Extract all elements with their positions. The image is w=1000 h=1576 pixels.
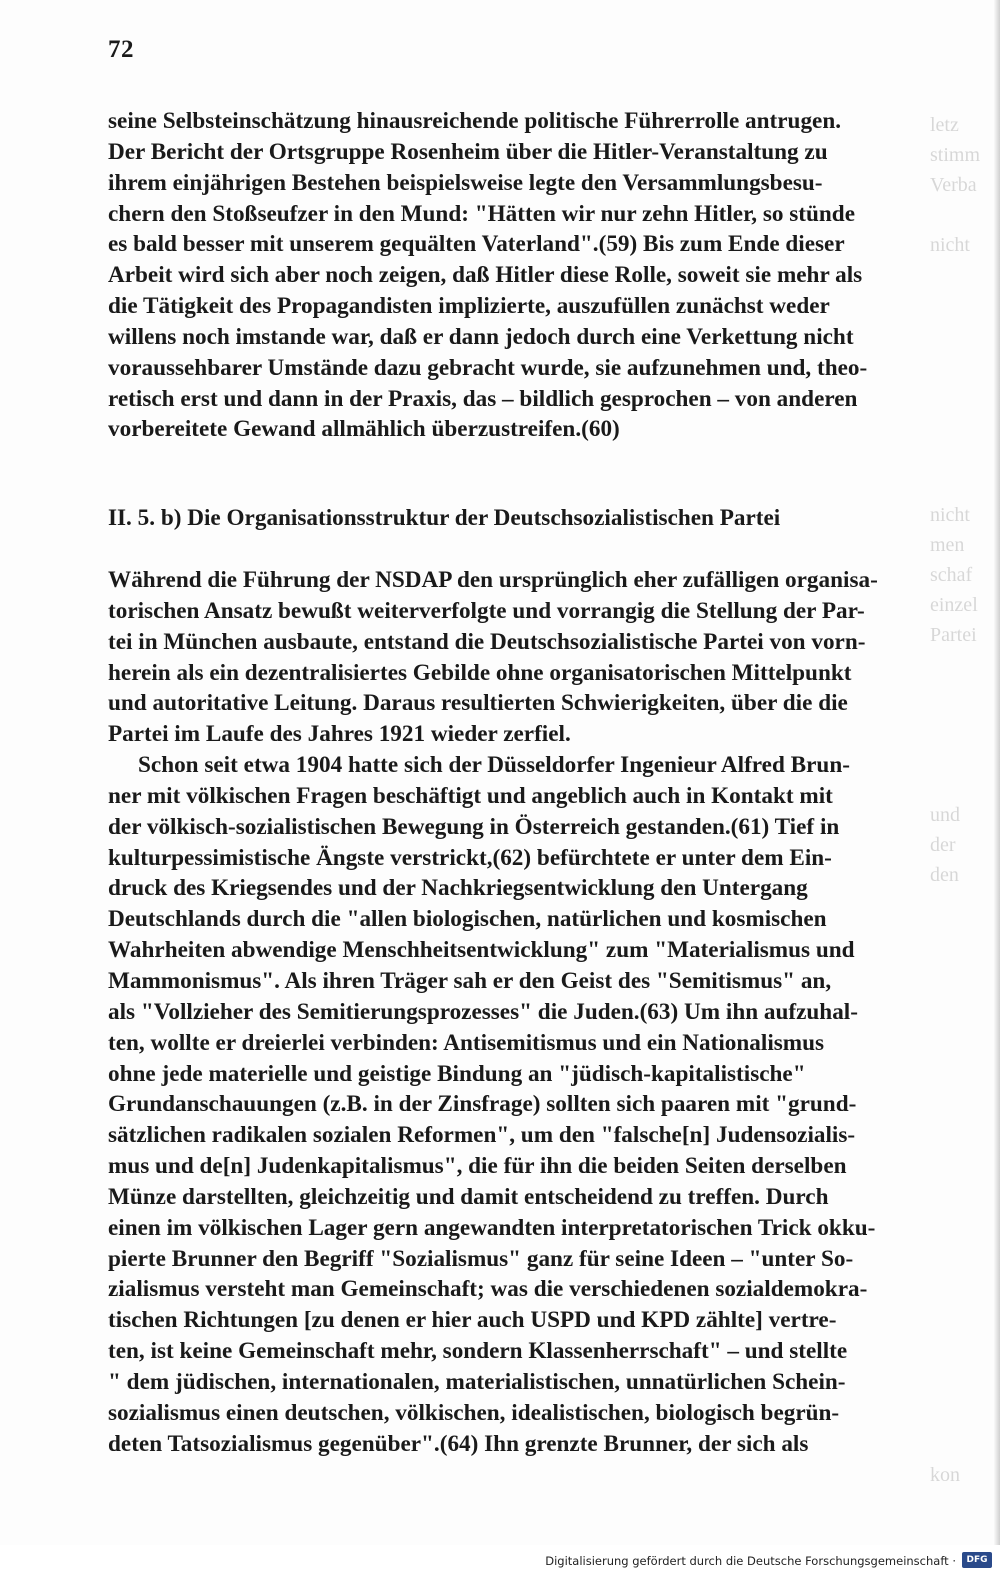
text-line: willens noch imstande war, daß er dann jedoch durch eine Verkettung nicht	[108, 323, 854, 350]
text-line: Während die Führung der NSDAP den ursprünglich eher zufälligen organisa-	[108, 567, 878, 593]
text-line: voraussehbarer Umstände dazu gebracht wurde, sie aufzunehmen und, theo-	[108, 354, 868, 381]
bleed-through-line	[930, 1400, 1000, 1430]
bleed-through-line	[930, 1190, 1000, 1220]
bleed-through-line	[930, 680, 1000, 710]
bleed-through-line	[930, 1010, 1000, 1040]
bleed-through-line	[930, 950, 1000, 980]
text-line: Münze darstellten, gleichzeitig und damit entscheidend zu treffen. Durch	[108, 1183, 829, 1210]
text-line: druck des Kriegsendes und der Nachkriegsentwicklung den Untergang	[108, 875, 808, 902]
bleed-through-line: men	[930, 534, 965, 556]
text-line: Deutschlands durch die "allen biologischen, natürlichen und kosmischen	[108, 906, 827, 933]
text-line: vorbereitete Gewand allmählich überzustreifen.(60)	[108, 416, 620, 443]
bleed-through-line	[930, 440, 1000, 470]
bleed-through-line	[930, 920, 1000, 950]
text-line: zialismus versteht man Gemeinschaft; was die verschiedenen sozialdemokra-	[108, 1276, 868, 1303]
bleed-through-line: den	[930, 864, 959, 886]
text-line: kulturpessimistische Ängste verstrickt,(62) befürchtete er unter dem Ein-	[108, 844, 832, 871]
bleed-through-line: kon	[930, 1464, 960, 1486]
text-line: Arbeit wird sich aber noch zeigen, daß Hitler diese Rolle, soweit sie mehr als	[108, 262, 863, 289]
bleed-through-line	[930, 1100, 1000, 1130]
bleed-through-line	[930, 650, 1000, 680]
page-edge-shadow	[994, 0, 1000, 1545]
text-line: retisch erst und dann in der Praxis, das – bildlich gesprochen – von anderen	[108, 385, 858, 412]
bleed-through-line	[930, 410, 1000, 440]
bleed-through-line	[930, 1250, 1000, 1280]
text-line: tei in München ausbaute, entstand die Deutschsozialistische Partei von vorn-	[108, 628, 866, 655]
text-line: mus und de[n] Judenkapitalismus", die für ihn die beiden Seiten derselben	[108, 1153, 847, 1180]
bleed-through-line	[930, 1430, 1000, 1460]
bleed-through-line	[930, 1070, 1000, 1100]
paragraph-1	[108, 106, 938, 445]
footer-bar	[0, 1545, 1000, 1576]
text-line: pierte Brunner den Begriff "Sozialismus" ganz für seine Ideen – "unter So-	[108, 1245, 854, 1272]
text-line: sätzlichen radikalen sozialen Reformen", um den "falsche[n] Judensozialis-	[108, 1122, 856, 1149]
text-line: die Tätigkeit des Propagandisten implizierte, auszufüllen zunächst weder	[108, 293, 830, 320]
bleed-through-line	[930, 470, 1000, 500]
bleed-through-line	[930, 290, 1000, 320]
bleed-through-line: nicht	[930, 234, 970, 256]
text-line: ten, wollte er dreierlei verbinden: Antisemitismus und ein Nationalismus	[108, 1029, 825, 1056]
bleed-through-line: stimm	[930, 144, 981, 166]
bleed-through-line: und	[930, 804, 960, 826]
bleed-through-line	[930, 350, 1000, 380]
bleed-through-line: Verba	[930, 174, 977, 196]
bleed-through-line: schaf	[930, 564, 973, 586]
bleed-through-line: Partei	[930, 624, 977, 646]
bleed-through-line	[930, 1340, 1000, 1370]
bleed-through-line: einzel	[930, 594, 978, 616]
bleed-through-line	[930, 710, 1000, 740]
section-heading-text: II. 5. b) Die Organisationsstruktur der Deutschsozialistischen Partei	[108, 505, 781, 531]
bleed-through-line: der	[930, 834, 956, 856]
text-line: und autoritative Leitung. Daraus resultierten Schwierigkeiten, über die die	[108, 690, 848, 717]
text-line: als "Vollzieher des Semitierungsprozesses" die Juden.(63) Um ihn aufzuhal-	[108, 998, 858, 1025]
text-line: der völkisch-sozialistischen Bewegung in Österreich gestanden.(61) Tief in	[108, 813, 840, 840]
text-line: Mammonismus". Als ihren Träger sah er den Geist des "Semitismus" an,	[108, 967, 832, 994]
text-line: torischen Ansatz bewußt weiterverfolgte und vorrangig die Stellung der Par-	[108, 597, 865, 624]
dfg-logo: DFG	[962, 1552, 992, 1568]
bleed-through-line	[930, 890, 1000, 920]
text-line: herein als ein dezentralisiertes Gebilde ohne organisatorischen Mittelpunkt	[108, 659, 852, 686]
bleed-through-line: nicht	[930, 504, 970, 526]
bleed-through-line	[930, 260, 1000, 290]
text-line: Partei im Laufe des Jahres 1921 wieder zerfiel.	[108, 721, 571, 748]
footer-credit: Digitalisierung gefördert durch die Deutsche Forschungsgemeinschaft ·	[545, 1554, 956, 1568]
bleed-through-line	[930, 1280, 1000, 1310]
page-number: 72	[108, 36, 134, 63]
bleed-through-line	[930, 1220, 1000, 1250]
bleed-through-line	[930, 1160, 1000, 1190]
bleed-through-line: letz	[930, 114, 959, 136]
bleed-through-line	[930, 770, 1000, 800]
bleed-through-line	[930, 740, 1000, 770]
section-heading	[108, 503, 938, 534]
text-line: Der Bericht der Ortsgruppe Rosenheim über die Hitler-Veranstaltung zu	[108, 138, 828, 165]
bleed-through-line	[930, 1130, 1000, 1160]
text-line: ohne jede materielle und geistige Bindung an "jüdisch-kapitalistische"	[108, 1060, 806, 1087]
bleed-through-line	[930, 1310, 1000, 1340]
bleed-through-line	[930, 1040, 1000, 1070]
bleed-through-line	[930, 980, 1000, 1010]
text-line: Wahrheiten abwendige Menschheitsentwicklung" zum "Materialismus und	[108, 937, 855, 964]
bleed-through-line	[930, 200, 1000, 230]
text-line: einen im völkischen Lager gern angewandten interpretatorischen Trick okku-	[108, 1214, 876, 1241]
paragraph-2	[108, 565, 938, 1459]
text-line: Schon seit etwa 1904 hatte sich der Düsseldorfer Ingenieur Alfred Brun-	[138, 752, 850, 779]
text-line: chern den Stoßseufzer in den Mund: "Hätten wir nur zehn Hitler, so stünde	[108, 200, 855, 227]
bleed-through-line	[930, 380, 1000, 410]
text-line: tischen Richtungen [zu denen er hier auch USPD und KPD zählte] vertre-	[108, 1307, 837, 1334]
text-line: ten, ist keine Gemeinschaft mehr, sondern Klassenherrschaft" – und stellte	[108, 1338, 848, 1365]
bleed-through-text	[930, 110, 1000, 1486]
paragraph-2-lines	[108, 565, 938, 750]
text-line: ner mit völkischen Fragen beschäftigt und angeblich auch in Kontakt mit	[108, 782, 833, 809]
text-line: seine Selbsteinschätzung hinausreichende politische Führerrolle antrugen.	[108, 108, 842, 134]
text-line: es bald besser mit unserem gequälten Vaterland".(59) Bis zum Ende dieser	[108, 231, 845, 258]
text-line: deten Tatsozialismus gegenüber".(64) Ihn grenzte Brunner, der sich als	[108, 1430, 809, 1457]
text-line: ihrem einjährigen Bestehen beispielsweise legte den Versammlungsbesu-	[108, 169, 823, 196]
bleed-through-line	[930, 1370, 1000, 1400]
paragraph-3-lines	[108, 750, 938, 1459]
text-line: Grundanschauungen (z.B. in der Zinsfrage) sollten sich paaren mit "grund-	[108, 1091, 857, 1118]
text-line: sozialismus einen deutschen, völkischen, idealistischen, biologisch begrün-	[108, 1399, 840, 1426]
text-line: " dem jüdischen, internationalen, materialistischen, unnatürlichen Schein-	[108, 1368, 846, 1395]
bleed-through-line	[930, 320, 1000, 350]
